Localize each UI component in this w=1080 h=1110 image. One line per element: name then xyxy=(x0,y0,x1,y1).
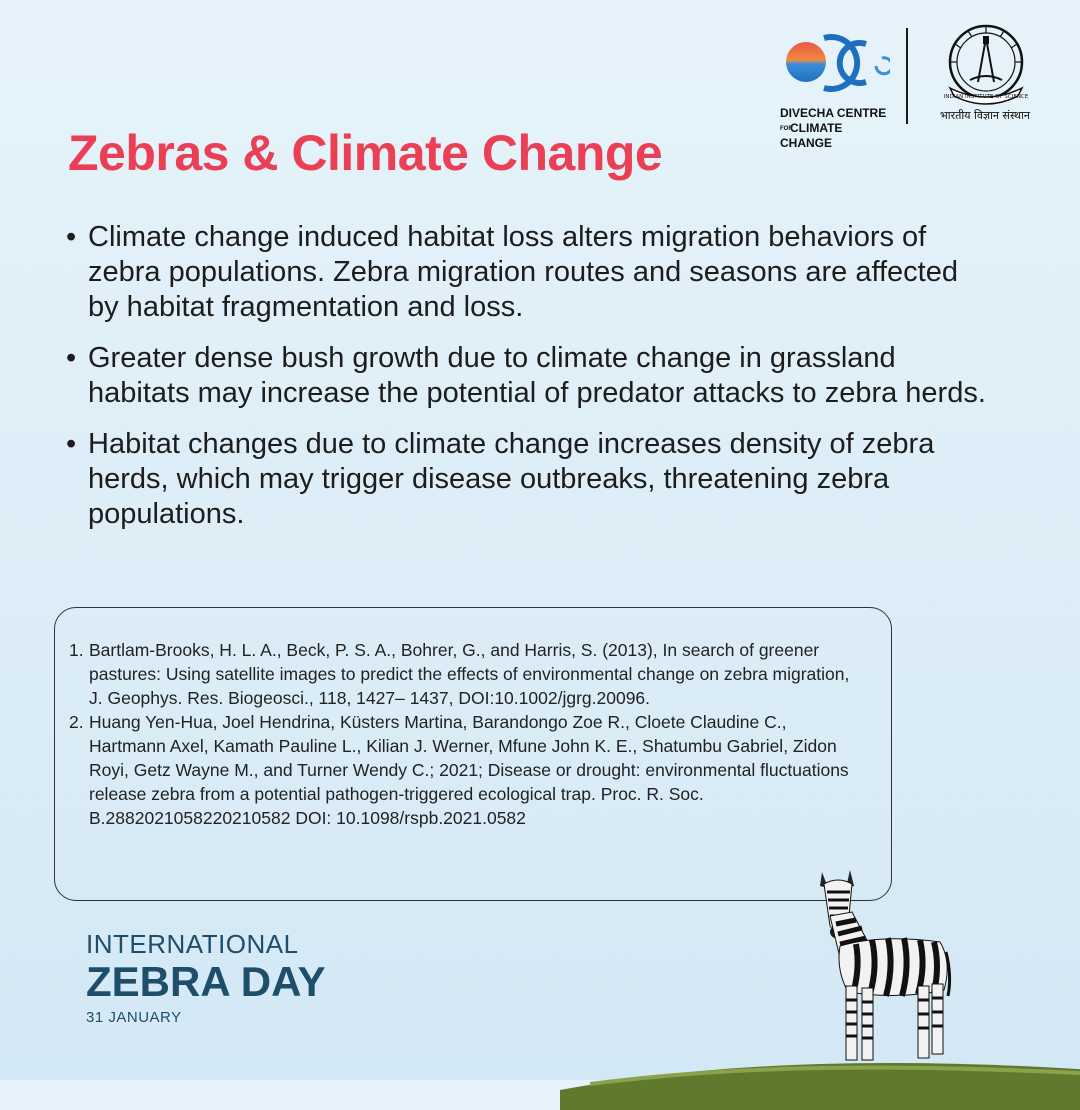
page-title: Zebras & Climate Change xyxy=(68,125,663,181)
reference-text: Bartlam-Brooks, H. L. A., Beck, P. S. A., Bohrer, G., and Harris, S. (2013), In search of greener pastures: Using satellite images to predict the effects of environmental change on zebra migration, J. Geophys. Res. Biogeosci., 118, 1427– 1437, DOI:10.1002/jgrg.20096. xyxy=(89,640,850,708)
bullet-text: Habitat changes due to climate change increases density of zebra herds, which may trigger disease outbreaks, threatening zebra populations. xyxy=(88,428,935,530)
zebra-illustration xyxy=(800,866,960,1066)
logo-divider xyxy=(906,28,908,124)
bullet-list xyxy=(66,220,996,548)
references-list xyxy=(69,638,867,830)
bullet-dot: • xyxy=(66,428,77,460)
bullet-dot: • xyxy=(66,221,77,253)
event-date: 31 JANUARY xyxy=(86,1009,182,1026)
event-label xyxy=(86,928,326,1030)
iisc-ribbon-text: INDIAN INSTITUTE OF SCIENCE xyxy=(943,94,1029,100)
event-line2: ZEBRA DAY xyxy=(86,958,326,1005)
header-logos xyxy=(780,22,1040,150)
reference-item xyxy=(69,638,867,710)
reference-number: 1. xyxy=(69,640,84,660)
bullet-text: Climate change induced habitat loss alters migration behaviors of zebra populations. Zebra migration routes and seasons are affected by habitat fragmentation and loss. xyxy=(88,221,958,323)
bullet-dot: • xyxy=(66,342,77,374)
bullet-item xyxy=(66,427,996,532)
divecha-centre-logo xyxy=(780,26,890,106)
bullet-item xyxy=(66,341,996,411)
event-line1: INTERNATIONAL xyxy=(86,929,299,959)
reference-item xyxy=(69,710,867,830)
references-box xyxy=(54,607,892,901)
reference-number: 2. xyxy=(69,712,84,732)
divecha-centre-wordmark xyxy=(780,106,890,151)
bullet-text: Greater dense bush growth due to climate change in grassland habitats may increase the potential of predator attacks to zebra herds. xyxy=(88,342,986,409)
iisc-emblem xyxy=(940,22,1032,108)
divecha-for: FOR xyxy=(780,125,793,132)
divecha-line1: DIVECHA CENTRE xyxy=(780,106,887,120)
iisc-hindi-caption: भारतीय विज्ञान संस्थान xyxy=(939,109,1031,122)
divecha-line2: CLIMATE CHANGE xyxy=(780,121,843,150)
reference-text: Huang Yen-Hua, Joel Hendrina, Küsters Martina, Barandongo Zoe R., Cloete Claudine C., Hartmann Axel, Kamath Pauline L., Kilian J. Werner, Mfune John K. E., Shatumbu Gabriel, Zidon Royi, Getz Wayne M., and Turner Wendy C.; 2021; Disease or drought: environmental fluctuations release zebra from a potential pathogen-triggered ecological trap. Proc. R. Soc. B.2882021058220210582 DOI: 10.1098/rspb.2021.0582 xyxy=(89,712,849,828)
bullet-item xyxy=(66,220,996,325)
